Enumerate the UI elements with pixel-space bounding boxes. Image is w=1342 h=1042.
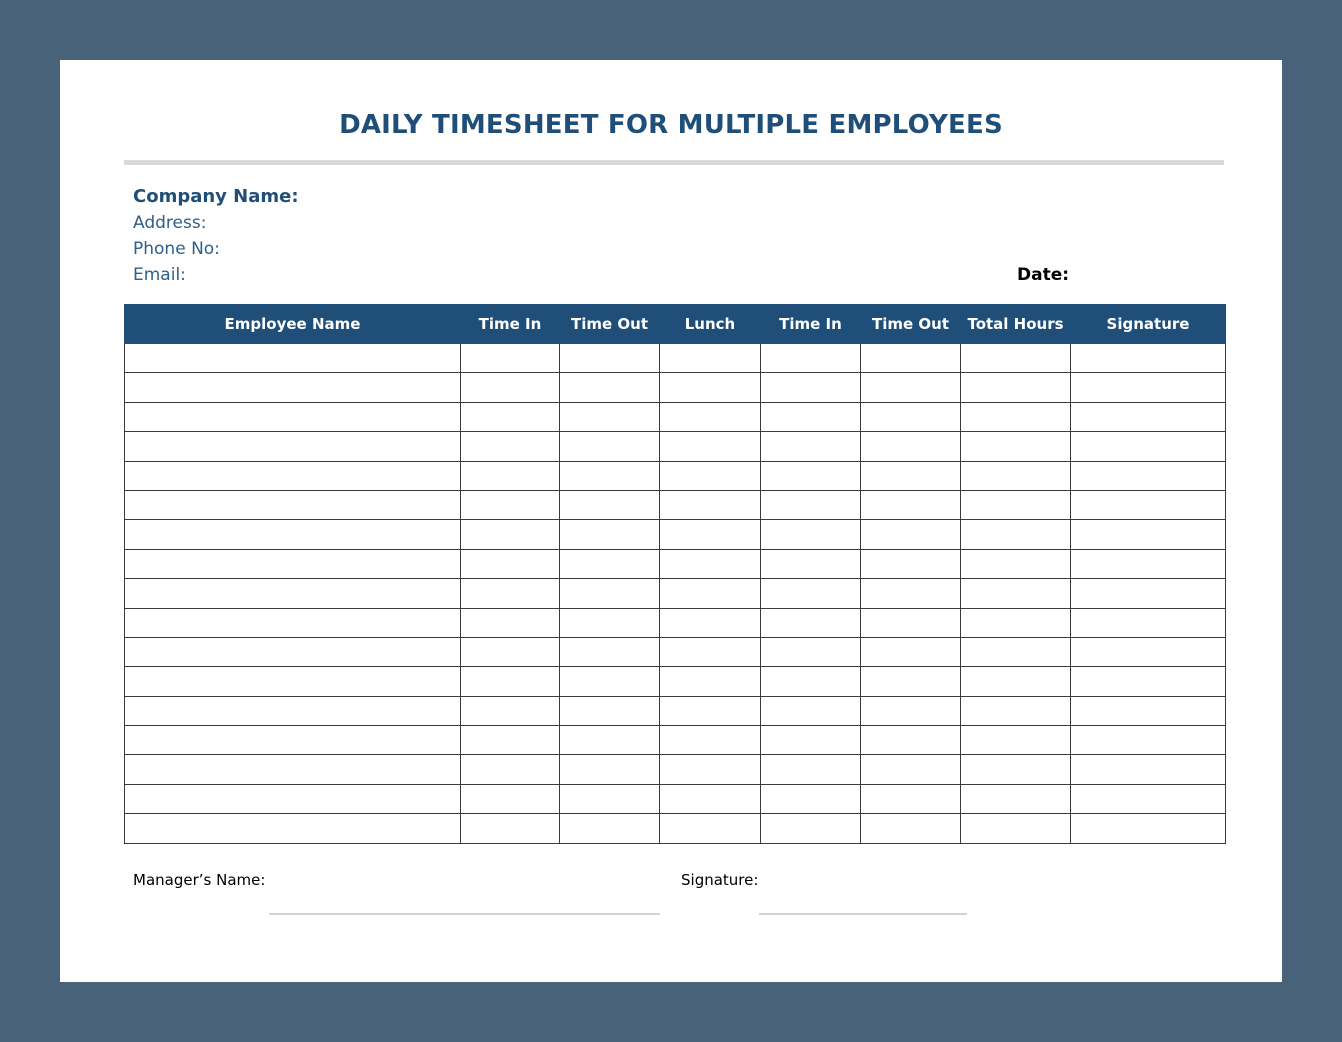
- signature-cell[interactable]: [1071, 784, 1226, 813]
- time-in-cell[interactable]: [461, 461, 560, 490]
- table-row: [125, 637, 1226, 666]
- total-hours-cell[interactable]: [961, 461, 1071, 490]
- time-out-cell[interactable]: [560, 667, 660, 696]
- manager-signature-label: Signature:: [681, 871, 759, 889]
- manager-signature-line[interactable]: [759, 913, 967, 915]
- total-hours-cell[interactable]: [961, 784, 1071, 813]
- employee-name-cell[interactable]: [125, 432, 461, 461]
- employee-name-cell[interactable]: [125, 490, 461, 519]
- total-hours-cell[interactable]: [961, 432, 1071, 461]
- employee-name-cell[interactable]: [125, 814, 461, 843]
- total-hours-cell[interactable]: [961, 344, 1071, 373]
- signature-cell[interactable]: [1071, 549, 1226, 578]
- time-in-cell[interactable]: [461, 520, 560, 549]
- time-in-cell[interactable]: [461, 579, 560, 608]
- time-in-2-cell[interactable]: [761, 549, 861, 578]
- time-in-cell[interactable]: [461, 373, 560, 402]
- employee-name-cell[interactable]: [125, 373, 461, 402]
- employee-name-cell[interactable]: [125, 549, 461, 578]
- employee-name-cell[interactable]: [125, 667, 461, 696]
- time-out-cell[interactable]: [560, 726, 660, 755]
- company-name-label: Company Name:: [133, 186, 299, 207]
- signature-cell[interactable]: [1071, 432, 1226, 461]
- lunch-cell[interactable]: [660, 755, 761, 784]
- signature-cell[interactable]: [1071, 490, 1226, 519]
- time-in-2-cell[interactable]: [761, 461, 861, 490]
- employee-name-cell[interactable]: [125, 608, 461, 637]
- time-in-2-cell[interactable]: [761, 344, 861, 373]
- header-time-in-2: Time In: [761, 305, 861, 344]
- table-row: [125, 520, 1226, 549]
- header-employee-name: Employee Name: [125, 305, 461, 344]
- total-hours-cell[interactable]: [961, 549, 1071, 578]
- lunch-cell[interactable]: [660, 402, 761, 431]
- lunch-cell[interactable]: [660, 490, 761, 519]
- table-row: [125, 373, 1226, 402]
- table-row: [125, 726, 1226, 755]
- table-row: [125, 432, 1226, 461]
- time-in-2-cell[interactable]: [761, 608, 861, 637]
- lunch-cell[interactable]: [660, 461, 761, 490]
- time-out-cell[interactable]: [560, 402, 660, 431]
- lunch-cell[interactable]: [660, 432, 761, 461]
- table-row: [125, 579, 1226, 608]
- table-row: [125, 402, 1226, 431]
- time-out-2-cell[interactable]: [861, 726, 961, 755]
- time-out-cell[interactable]: [560, 637, 660, 666]
- time-in-cell[interactable]: [461, 402, 560, 431]
- time-in-cell[interactable]: [461, 755, 560, 784]
- employee-name-cell[interactable]: [125, 579, 461, 608]
- time-in-2-cell[interactable]: [761, 579, 861, 608]
- time-in-cell[interactable]: [461, 344, 560, 373]
- time-out-2-cell[interactable]: [861, 520, 961, 549]
- total-hours-cell[interactable]: [961, 814, 1071, 843]
- table-header-row: [125, 305, 1226, 344]
- time-out-2-cell[interactable]: [861, 402, 961, 431]
- table-row: [125, 490, 1226, 519]
- time-in-2-cell[interactable]: [761, 490, 861, 519]
- lunch-cell[interactable]: [660, 726, 761, 755]
- employee-name-cell[interactable]: [125, 402, 461, 431]
- time-in-cell[interactable]: [461, 549, 560, 578]
- title-divider: [124, 160, 1224, 165]
- lunch-cell[interactable]: [660, 549, 761, 578]
- time-in-cell[interactable]: [461, 432, 560, 461]
- employee-name-cell[interactable]: [125, 784, 461, 813]
- table-row: [125, 814, 1226, 843]
- address-label: Address:: [133, 213, 207, 233]
- total-hours-cell[interactable]: [961, 667, 1071, 696]
- time-in-2-cell[interactable]: [761, 373, 861, 402]
- lunch-cell[interactable]: [660, 579, 761, 608]
- phone-label: Phone No:: [133, 239, 220, 259]
- time-out-2-cell[interactable]: [861, 461, 961, 490]
- total-hours-cell[interactable]: [961, 755, 1071, 784]
- time-in-2-cell[interactable]: [761, 814, 861, 843]
- total-hours-cell[interactable]: [961, 373, 1071, 402]
- time-in-2-cell[interactable]: [761, 726, 861, 755]
- employee-name-cell[interactable]: [125, 755, 461, 784]
- signature-cell[interactable]: [1071, 373, 1226, 402]
- time-in-2-cell[interactable]: [761, 696, 861, 725]
- lunch-cell[interactable]: [660, 667, 761, 696]
- time-out-2-cell[interactable]: [861, 814, 961, 843]
- document-title: DAILY TIMESHEET FOR MULTIPLE EMPLOYEES: [339, 110, 1003, 140]
- time-out-cell[interactable]: [560, 490, 660, 519]
- total-hours-cell[interactable]: [961, 579, 1071, 608]
- time-out-2-cell[interactable]: [861, 696, 961, 725]
- time-out-cell[interactable]: [560, 814, 660, 843]
- time-in-cell[interactable]: [461, 784, 560, 813]
- header-time-out-2: Time Out: [861, 305, 961, 344]
- time-out-2-cell[interactable]: [861, 432, 961, 461]
- time-out-2-cell[interactable]: [861, 667, 961, 696]
- time-out-cell[interactable]: [560, 579, 660, 608]
- time-in-cell[interactable]: [461, 490, 560, 519]
- signature-cell[interactable]: [1071, 814, 1226, 843]
- time-out-cell[interactable]: [560, 461, 660, 490]
- header-signature: Signature: [1071, 305, 1226, 344]
- time-in-2-cell[interactable]: [761, 784, 861, 813]
- total-hours-cell[interactable]: [961, 696, 1071, 725]
- time-out-cell[interactable]: [560, 608, 660, 637]
- total-hours-cell[interactable]: [961, 402, 1071, 431]
- email-label: Email:: [133, 265, 186, 285]
- manager-name-line[interactable]: [269, 913, 660, 915]
- signature-cell[interactable]: [1071, 755, 1226, 784]
- total-hours-cell[interactable]: [961, 608, 1071, 637]
- time-out-2-cell[interactable]: [861, 579, 961, 608]
- time-in-2-cell[interactable]: [761, 755, 861, 784]
- time-in-cell[interactable]: [461, 814, 560, 843]
- signature-cell[interactable]: [1071, 608, 1226, 637]
- time-out-cell[interactable]: [560, 696, 660, 725]
- total-hours-cell[interactable]: [961, 637, 1071, 666]
- time-in-cell[interactable]: [461, 667, 560, 696]
- table-row: [125, 608, 1226, 637]
- time-out-cell[interactable]: [560, 373, 660, 402]
- time-out-cell[interactable]: [560, 784, 660, 813]
- time-out-cell[interactable]: [560, 432, 660, 461]
- time-out-2-cell[interactable]: [861, 344, 961, 373]
- time-in-2-cell[interactable]: [761, 432, 861, 461]
- lunch-cell[interactable]: [660, 373, 761, 402]
- header-total-hours: Total Hours: [961, 305, 1071, 344]
- table-row: [125, 461, 1226, 490]
- total-hours-cell[interactable]: [961, 490, 1071, 519]
- time-out-2-cell[interactable]: [861, 784, 961, 813]
- time-in-cell[interactable]: [461, 637, 560, 666]
- employee-name-cell[interactable]: [125, 637, 461, 666]
- time-out-cell[interactable]: [560, 344, 660, 373]
- time-in-2-cell[interactable]: [761, 520, 861, 549]
- time-out-2-cell[interactable]: [861, 373, 961, 402]
- time-out-2-cell[interactable]: [861, 755, 961, 784]
- lunch-cell[interactable]: [660, 784, 761, 813]
- timesheet-table: [124, 304, 1226, 844]
- time-in-2-cell[interactable]: [761, 637, 861, 666]
- total-hours-cell[interactable]: [961, 520, 1071, 549]
- time-out-cell[interactable]: [560, 755, 660, 784]
- employee-name-cell[interactable]: [125, 726, 461, 755]
- lunch-cell[interactable]: [660, 696, 761, 725]
- table-row: [125, 549, 1226, 578]
- signature-cell[interactable]: [1071, 402, 1226, 431]
- time-out-2-cell[interactable]: [861, 490, 961, 519]
- table-row: [125, 696, 1226, 725]
- table-row: [125, 667, 1226, 696]
- time-out-2-cell[interactable]: [861, 549, 961, 578]
- table-row: [125, 784, 1226, 813]
- employee-name-cell[interactable]: [125, 461, 461, 490]
- lunch-cell[interactable]: [660, 814, 761, 843]
- lunch-cell[interactable]: [660, 608, 761, 637]
- header-lunch: Lunch: [660, 305, 761, 344]
- header-time-out: Time Out: [560, 305, 660, 344]
- manager-name-label: Manager’s Name:: [133, 871, 266, 889]
- time-in-2-cell[interactable]: [761, 402, 861, 431]
- date-label: Date:: [1017, 265, 1070, 285]
- time-in-cell[interactable]: [461, 696, 560, 725]
- signature-cell[interactable]: [1071, 637, 1226, 666]
- time-out-cell[interactable]: [560, 520, 660, 549]
- total-hours-cell[interactable]: [961, 726, 1071, 755]
- table-row: [125, 344, 1226, 373]
- lunch-cell[interactable]: [660, 637, 761, 666]
- signature-cell[interactable]: [1071, 726, 1226, 755]
- signature-cell[interactable]: [1071, 520, 1226, 549]
- lunch-cell[interactable]: [660, 520, 761, 549]
- time-out-cell[interactable]: [560, 549, 660, 578]
- lunch-cell[interactable]: [660, 344, 761, 373]
- employee-name-cell[interactable]: [125, 520, 461, 549]
- table-row: [125, 755, 1226, 784]
- time-in-cell[interactable]: [461, 608, 560, 637]
- signature-cell[interactable]: [1071, 461, 1226, 490]
- table-body: [125, 344, 1226, 844]
- signature-cell[interactable]: [1071, 344, 1226, 373]
- time-in-2-cell[interactable]: [761, 667, 861, 696]
- time-out-2-cell[interactable]: [861, 608, 961, 637]
- employee-name-cell[interactable]: [125, 344, 461, 373]
- signature-cell[interactable]: [1071, 667, 1226, 696]
- employee-name-cell[interactable]: [125, 696, 461, 725]
- signature-cell[interactable]: [1071, 579, 1226, 608]
- header-time-in: Time In: [461, 305, 560, 344]
- time-in-cell[interactable]: [461, 726, 560, 755]
- time-out-2-cell[interactable]: [861, 637, 961, 666]
- signature-cell[interactable]: [1071, 696, 1226, 725]
